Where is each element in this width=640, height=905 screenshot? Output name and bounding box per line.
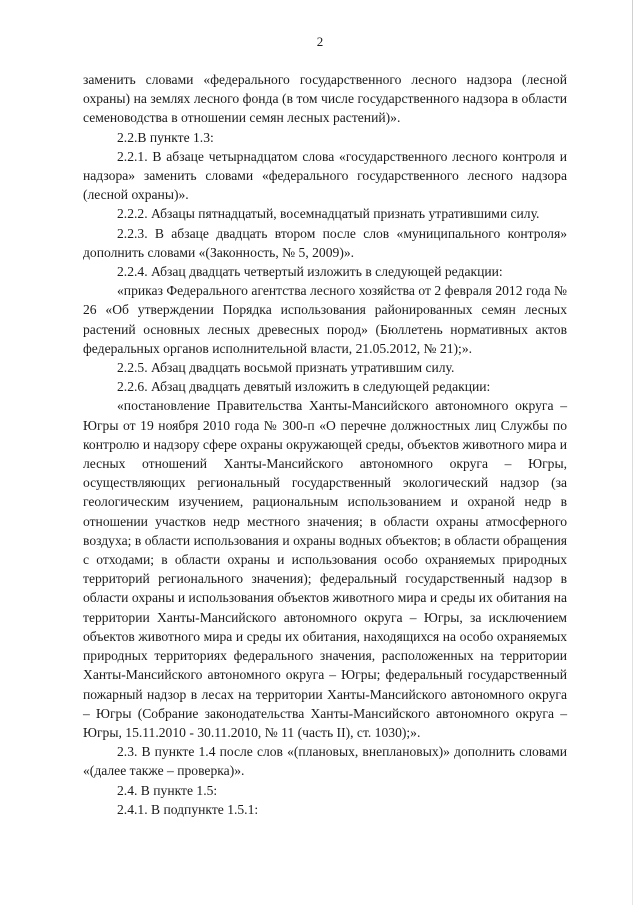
paragraph-2-2-2: 2.2.2. Абзацы пятнадцатый, восемнадцатый признать утратившими силу. [117,206,540,222]
document-body [83,70,567,819]
paragraph-2-4-1: 2.4.1. В подпункте 1.5.1: [117,801,259,817]
paragraph-continuation: заменить словами «федерального государственного лесного надзора (лесной охраны) на землях лесного фонда (в том числе государственного надзора в области семеноводства в отношении семян лесных растений)». [83,72,567,126]
paragraph-2-2-6: 2.2.6. Абзац двадцать девятый изложить в следующей редакции: [117,379,491,395]
paragraph-2-2-3: 2.2.3. В абзаце двадцать втором после слов «муниципального контроля» дополнить словами «(Законность, № 5, 2009)». [83,225,567,260]
paragraph-2-2: 2.2.В пункте 1.3: [117,129,214,145]
paragraph-2-2-5: 2.2.5. Абзац двадцать восьмой признать утратившим силу. [117,360,455,376]
paragraph-quote-resolution: «постановление Правительства Ханты-Мансийского автономного округа – Югры от 19 ноября 2010 года № 300-п «О перечне должностных лиц Службы по контролю и надзору сфере охраны окружающей среды, объектов животного мира и лесных отношений Ханты-Мансийского автономного округа – Югры, осуществляющих региональный государственный экологический надзор (за геологическим изучением, рациональным использованием и охраной недр в отношении участков недр местного значения; в области охраны атмосферного воздуха; в области использования и охраны водных объектов; в области обращения с отходами; в области охраны и использования особо охраняемых природных территорий регионального значения); федеральный государственный надзор в области охраны и использования объектов животного мира и среды их обитания на территории Ханты-Мансийского автономного округа – Югры, за исключением объектов животного мира и среды их обитания, находящихся на особо охраняемых природных территориях федерального значения, расположенных на территории Ханты-Мансийского автономного округа – Югры; федеральный государственный пожарный надзор в лесах на территории Ханты-Мансийского автономного округа – Югры (Собрание законодательства Ханты-Мансийского автономного округа – Югры, 15.11.2010 - 30.11.2010, № 11 (часть II), ст. 1030);». [83,398,567,740]
page-number: 2 [316,34,324,49]
paragraph-2-2-1: 2.2.1. В абзаце четырнадцатом слова «государственного лесного контроля и надзора» заменить словами «федерального государственного лесного надзора (лесной охраны)». [83,148,567,203]
paragraph-2-4: 2.4. В пункте 1.5: [117,782,218,798]
paragraph-2-2-4: 2.2.4. Абзац двадцать четвертый изложить в следующей редакции: [117,264,503,280]
paragraph-quote-order: «приказ Федерального агентства лесного хозяйства от 2 февраля 2012 года № 26 «Об утверждении Порядка использования районированных семян лесных растений основных лесных древесных пород» (Бюллетень нормативных актов федеральных органов исполнительной власти, 21.05.2012, № 21);». [83,283,567,356]
paragraph-2-3: 2.3. В пункте 1.4 после слов «(плановых, внеплановых)» дополнить словами «(далее также – проверка)». [83,744,567,779]
scan-edge-line [632,0,633,905]
